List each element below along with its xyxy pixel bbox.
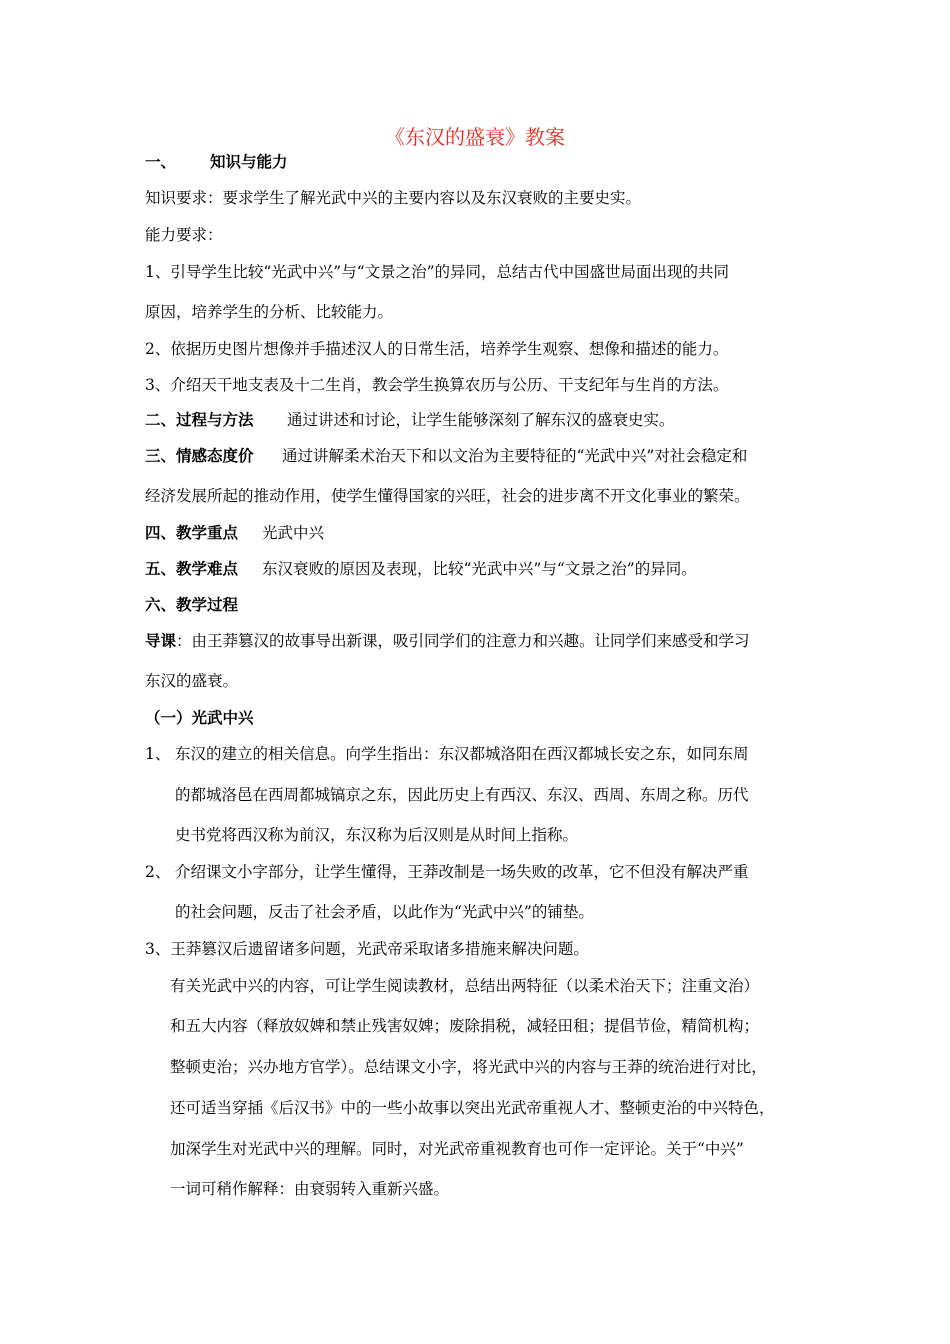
section-4-heading: 四、教学重点: [145, 523, 239, 542]
ability-item-3: 3、介绍天干地支表及十二生肖，教会学生换算农历与公历、干支纪年与生肖的方法。: [145, 376, 729, 394]
point-1-line-3: 史书党将西汉称为前汉，东汉称为后汉则是从时间上指称。: [175, 826, 579, 844]
intro-heading: 导课: [145, 631, 177, 650]
section-2-heading: 二、过程与方法: [145, 410, 254, 429]
point-2-line-2: 的社会问题，反击了社会矛盾，以此作为“光武中兴”的铺垫。: [175, 903, 594, 921]
point-3-line-4: 整顿吏治；兴办地方官学）。总结课文小字，将光武中兴的内容与王莽的统治进行对比，: [170, 1058, 767, 1076]
point-3-line-2: 有关光武中兴的内容，可让学生阅读教材，总结出两特征（以柔术治天下；注重文治）: [170, 977, 760, 995]
section-1-heading: 知识与能力: [210, 152, 288, 171]
point-3-line-3: 和五大内容（释放奴婢和禁止残害奴婢；废除捐税，减轻田租；提倡节俭，精简机构；: [170, 1017, 760, 1035]
point-2-line-1: 介绍课文小字部分，让学生懂得，王莽改制是一场失败的改革，它不但没有解决严重: [175, 863, 749, 881]
ability-item-1-line-1: 1、引导学生比较“光武中兴”与“文景之治”的异同，总结古代中国盛世局面出现的共同: [145, 263, 730, 281]
section-6-heading: 六、教学过程: [145, 595, 239, 614]
point-1-number: 1、: [145, 745, 171, 763]
section-5-text: 东汉衰败的原因及表现，比较“光武中兴”与“文景之治”的异同。: [262, 560, 697, 578]
point-1-line-1: 东汉的建立的相关信息。向学生指出：东汉都城洛阳在西汉都城长安之东，如同东周: [175, 745, 749, 763]
ability-requirement-label: 能力要求：: [145, 226, 223, 244]
section-5-heading: 五、教学难点: [145, 559, 239, 578]
ability-item-1-line-2: 原因，培养学生的分析、比较能力。: [145, 303, 394, 321]
point-3-line-5: 还可适当穿插《后汉书》中的一些小故事以突出光武帝重视人才、整顿吏治的中兴特色，: [170, 1099, 775, 1117]
section-3-heading: 三、情感态度价: [145, 446, 254, 465]
knowledge-requirement: 知识要求：要求学生了解光武中兴的主要内容以及东汉衰败的主要史实。: [145, 189, 642, 207]
point-2-number: 2、: [145, 863, 171, 881]
section-1-number: 一、: [145, 152, 177, 171]
subsection-1-heading: （一）光武中兴: [145, 708, 254, 727]
intro-line-2: 东汉的盛衰。: [145, 672, 239, 690]
intro-text: ：由王莽篡汉的故事导出新课，吸引同学们的注意力和兴趣。让同学们来感受和学习: [176, 632, 750, 650]
section-3-text-line-2: 经济发展所起的推动作用，使学生懂得国家的兴旺，社会的进步离不开文化事业的繁荣。: [145, 487, 750, 505]
section-2-text: 通过讲述和讨论，让学生能够深刻了解东汉的盛衰史实。: [287, 411, 675, 429]
point-3-line-7: 一词可稍作解释：由衰弱转入重新兴盛。: [170, 1180, 450, 1198]
point-1-line-2: 的都城洛邑在西周都城镐京之东，因此历史上有西汉、东汉、西周、东周之称。历代: [175, 786, 749, 804]
section-3-text-line-1: 通过讲解柔术治天下和以文治为主要特征的“光武中兴”对社会稳定和: [282, 447, 748, 465]
document-title: 《东汉的盛衰》教案: [385, 125, 565, 149]
section-4-text: 光武中兴: [262, 524, 325, 542]
point-3-line-1: 3、王莽篡汉后遗留诸多问题，光武帝采取诸多措施来解决问题。: [145, 940, 589, 958]
ability-item-2: 2、依据历史图片想像并手描述汉人的日常生活，培养学生观察、想像和描述的能力。: [145, 340, 729, 358]
point-3-line-6: 加深学生对光武中兴的理解。同时，对光武帝重视教育也可作一定评论。关于“中兴”: [170, 1140, 744, 1158]
intro-line-1: [145, 631, 750, 651]
